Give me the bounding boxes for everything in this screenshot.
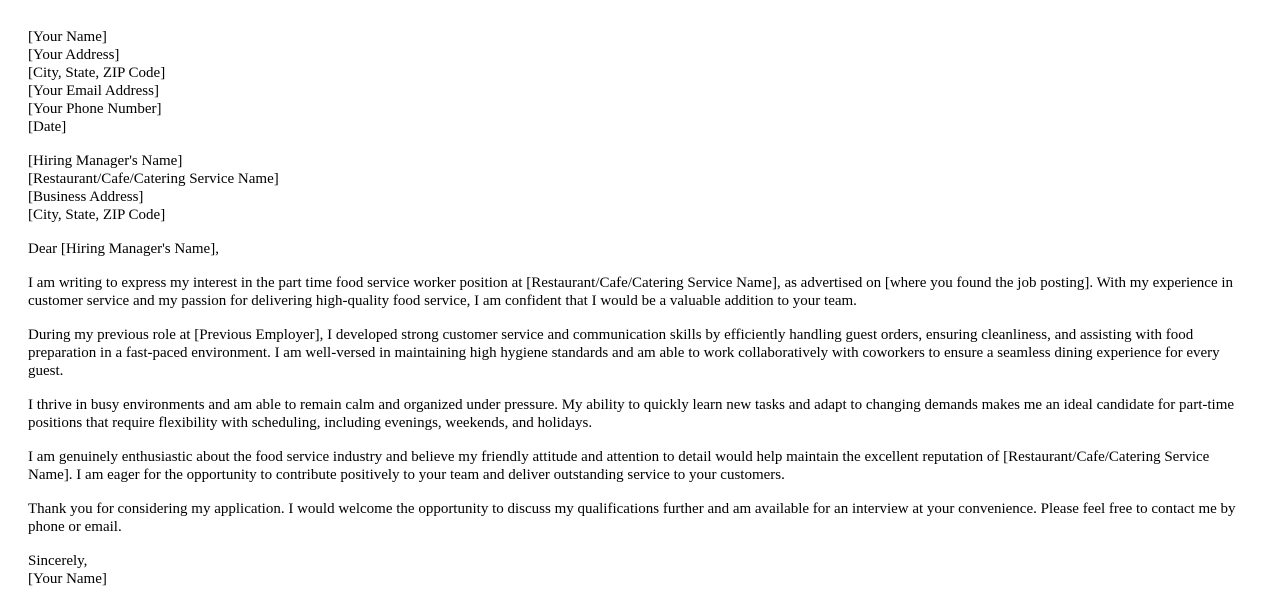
recipient-city-state-zip: [City, State, ZIP Code] <box>28 207 166 223</box>
body-paragraph: I am genuinely enthusiastic about the food service industry and believe my friendly attitude and attention to detail would help maintain the excellent reputation of [Restaurant/Cafe/Catering Service Name]. I am eager for the opportunity to contribute positively to your team and deliver outstanding service to your customers. <box>28 449 1210 483</box>
body-paragraph: Thank you for considering my application. I would welcome the opportunity to discuss my qualifications further and am available for an interview at your convenience. Please feel free to contact me by phone or email. <box>28 501 1236 535</box>
letter-date: [Date] <box>28 119 67 135</box>
closing-block <box>28 552 1250 588</box>
recipient-block <box>28 152 1250 224</box>
sender-address: [Your Address] <box>28 47 120 63</box>
recipient-business-address: [Business Address] <box>28 189 144 205</box>
signature-name: [Your Name] <box>28 571 107 587</box>
cover-letter <box>28 28 1250 604</box>
body-paragraph: During my previous role at [Previous Employer], I developed strong customer service and communication skills by efficiently handling guest orders, ensuring cleanliness, and assisting with food preparation in a fast-paced environment. I am well-versed in maintaining high hygiene standards and am able to work collaboratively with coworkers to ensure a seamless dining experience for every guest. <box>28 327 1220 379</box>
sender-name: [Your Name] <box>28 29 107 45</box>
recipient-business-name: [Restaurant/Cafe/Catering Service Name] <box>28 171 279 187</box>
salutation: Dear [Hiring Manager's Name], <box>28 241 219 257</box>
closing: Sincerely, <box>28 553 88 569</box>
sender-block <box>28 28 1250 136</box>
body-paragraph: I am writing to express my interest in the part time food service worker position at [Restaurant/Cafe/Catering Service Name], as advertised on [where you found the job posting]. With my experience in customer service and my passion for delivering high-quality food service, I am confident that I would be a valuable addition to your team. <box>28 275 1234 309</box>
sender-email: [Your Email Address] <box>28 83 159 99</box>
body-paragraph: I thrive in busy environments and am able to remain calm and organized under pressure. My ability to quickly learn new tasks and adapt to changing demands makes me an ideal candidate for part-time positions that require flexibility with scheduling, including evenings, weekends, and holidays. <box>28 397 1235 431</box>
sender-phone: [Your Phone Number] <box>28 101 162 117</box>
recipient-manager-name: [Hiring Manager's Name] <box>28 153 183 169</box>
sender-city-state-zip: [City, State, ZIP Code] <box>28 65 166 81</box>
